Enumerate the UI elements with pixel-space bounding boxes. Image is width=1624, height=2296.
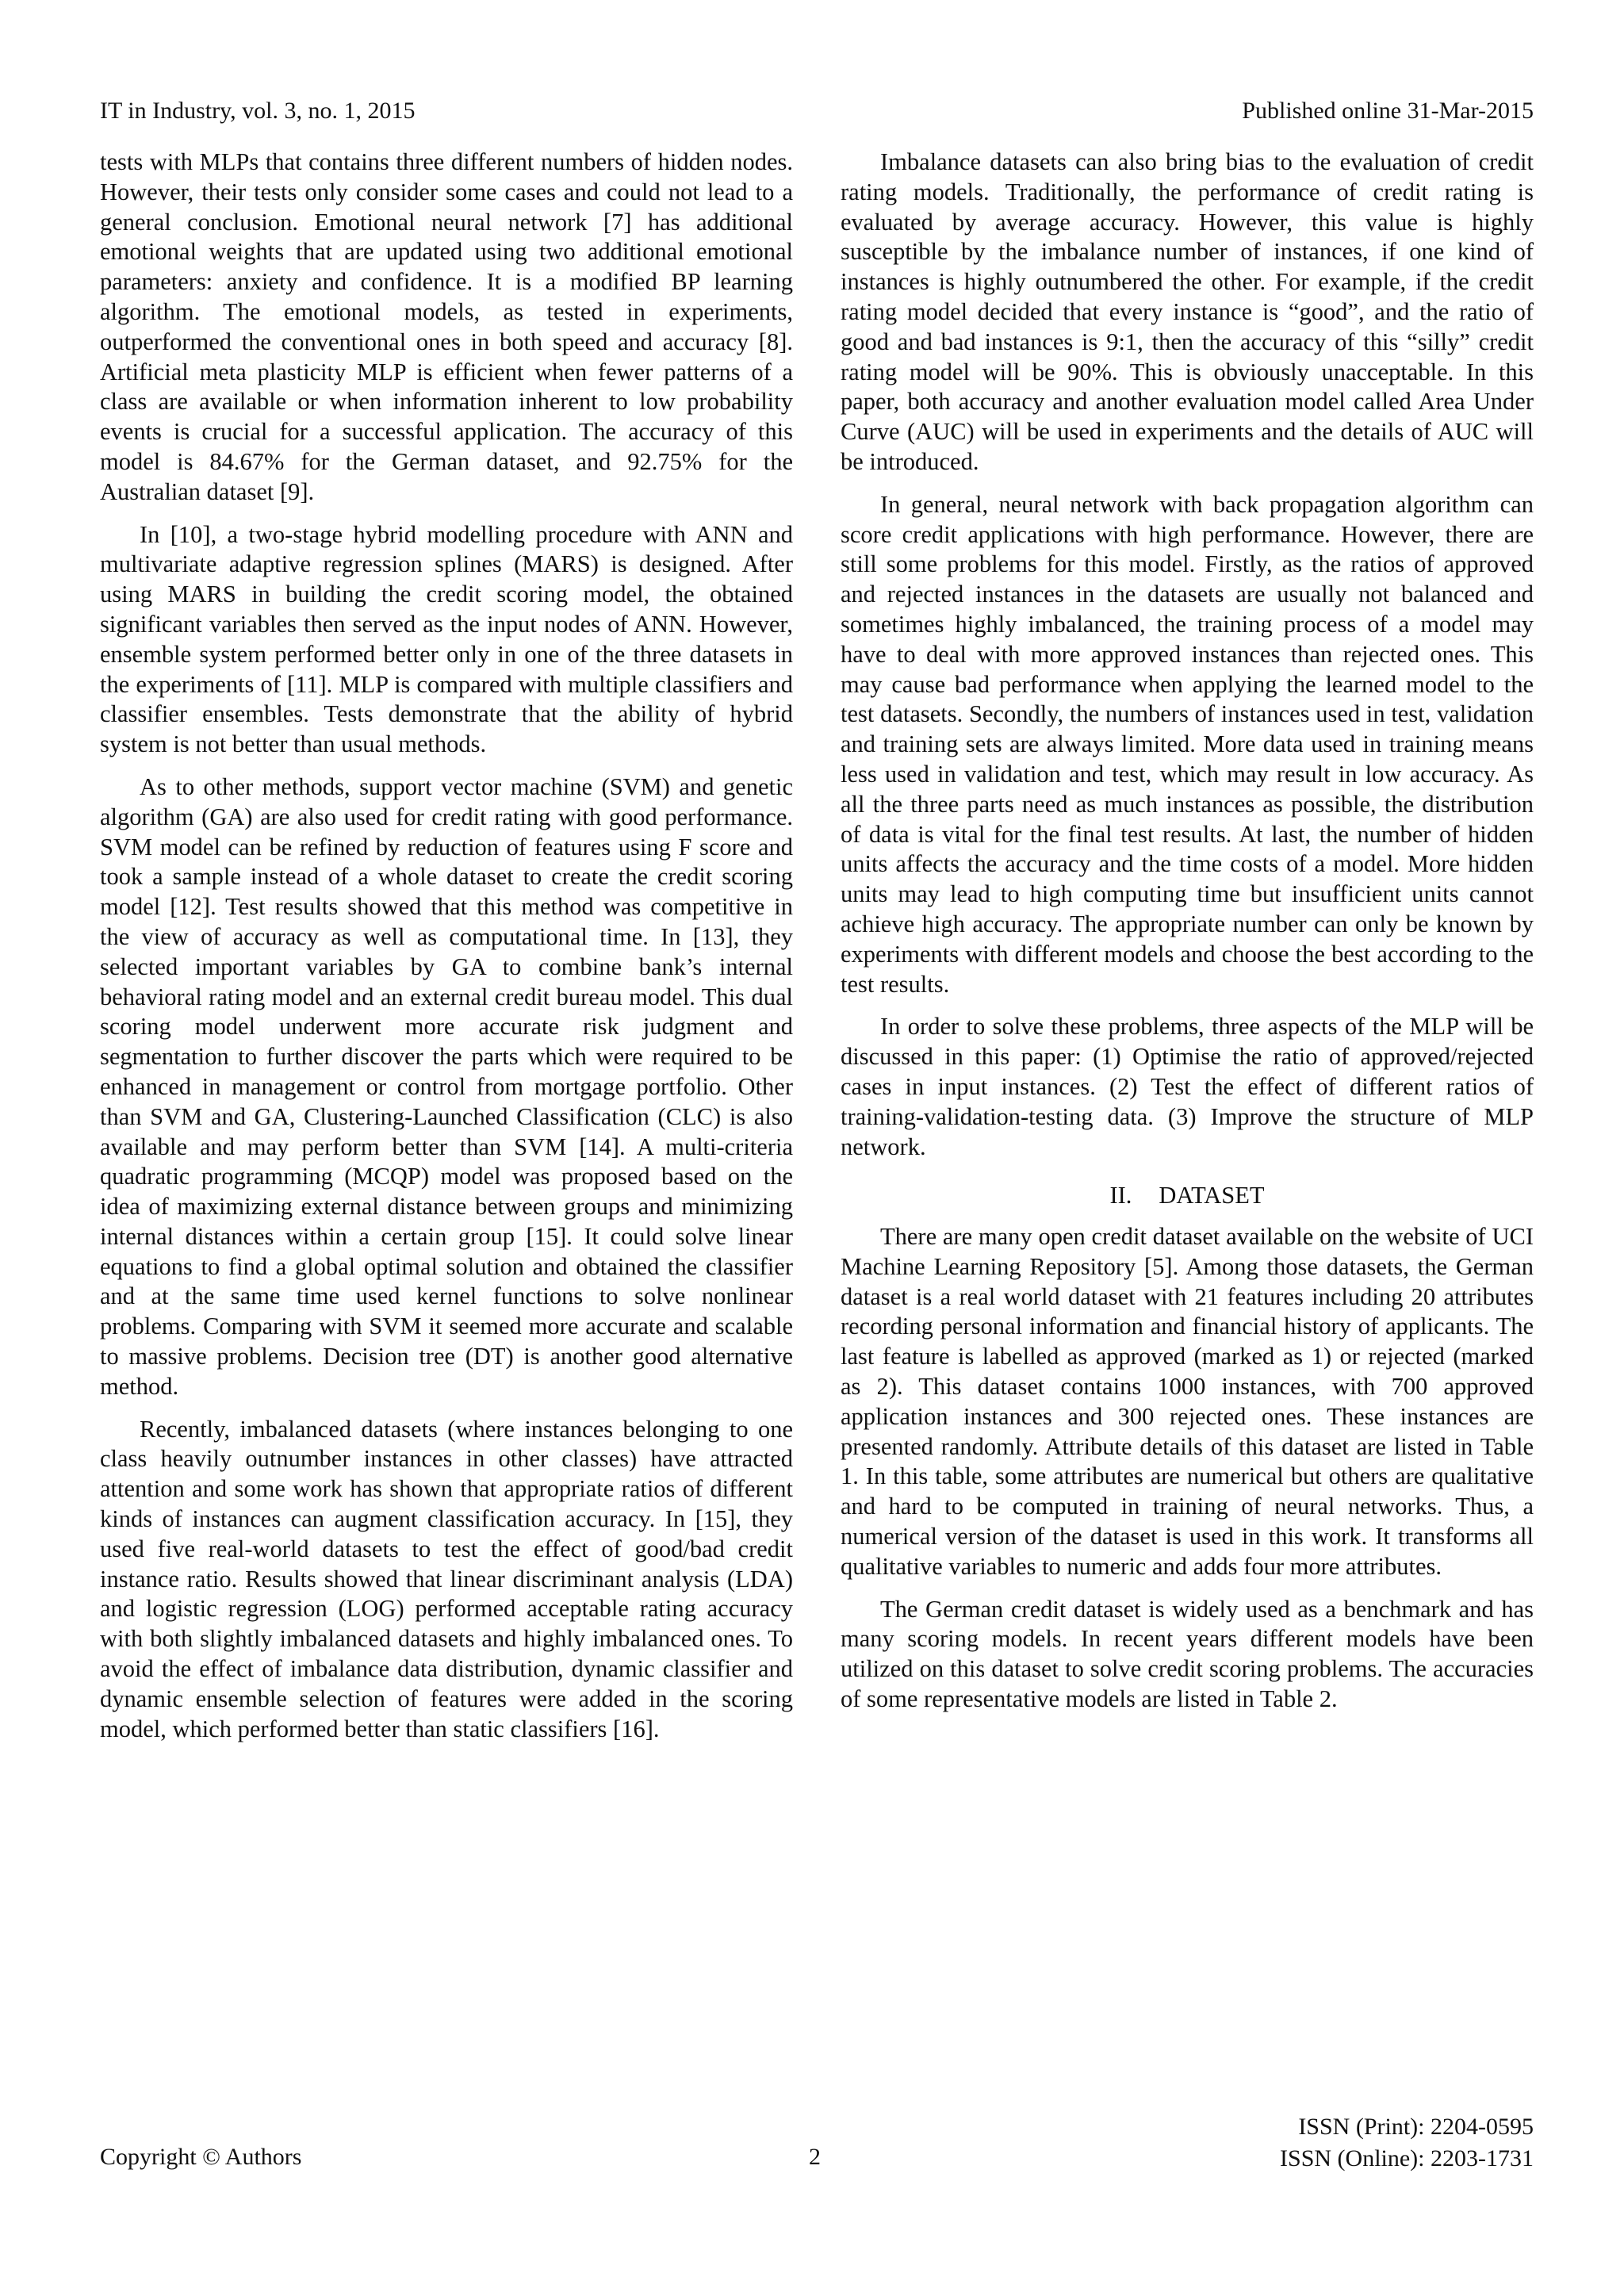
paragraph: tests with MLPs that contains three different numbers of hidden nodes. However, their tests only consider some cases and could not lead to a general conclusion. Emotional neural network [7] has additional emotional weights that are updated using two additional emotional parameters: anxiety and confidence. It is a modified BP learning algorithm. The emotional models, as tested in experiments, outperformed the conventional ones in both speed and accuracy [8]. Artificial meta plasticity MLP is efficient when fewer patterns of a class are available or when information inherent to low probability events is crucial for a successful application. The accuracy of this model is 84.67% for the German dataset, and 92.75% for the Australian dataset [9]. — [100, 148, 793, 505]
section-number: II. — [1109, 1182, 1132, 1209]
paragraph: In general, neural network with back propagation algorithm can score credit applications with high performance. However, there are still some problems for this model. Firstly, as the ratios of approved and rejected instances in the datasets are usually not balanced and sometimes highly imbalanced, the training process of a model may have to deal with more approved instances than rejected ones. This may cause bad performance when applying the learned model to the test datasets. Secondly, the numbers of instances used in test, validation and training sets are always limited. More data used in training means less used in validation and test, which may result in low accuracy. As all the three parts need as much instances as possible, the distribution of data is vital for the final test results. At last, the number of hidden units affects the accuracy and the time costs of a model. More hidden units may lead to high computing time but insufficient units cannot achieve high accuracy. The appropriate number can only be known by experiments with different models and choose the best according to the test results. — [841, 490, 1534, 998]
paragraph: As to other methods, support vector machine (SVM) and genetic algorithm (GA) are also used for credit rating with good performance. SVM model can be refined by reduction of features using F score and took a sample instead of a whole dataset to create the credit scoring model [12]. Test results showed that this method was competitive in the view of accuracy as well as computational time. In [13], they selected important variables by GA to combine bank’s internal behavioral rating model and an external credit bureau model. This dual scoring model underwent more accurate risk judgment and segmentation to further discover the parts which were required to be enhanced in management or control from mortgage portfolio. Other than SVM and GA, Clustering-Launched Classification (CLC) is also available and may perform better than SVM [14]. A multi-criteria quadratic programming (MCQP) model was proposed based on the idea of maximizing external distance between groups and minimizing internal distances within a certain group [15]. It could solve linear equations to find a global optimal solution and obtained the classifier and at the same time used kernel functions to solve nonlinear problems. Comparing with SVM it seemed more accurate and scalable to massive problems. Decision tree (DT) is another good alternative method. — [100, 772, 793, 1400]
footer-copyright: Copyright © Authors — [100, 2144, 302, 2170]
running-header-published-date: Published online 31-Mar-2015 — [1242, 98, 1534, 124]
paragraph: Recently, imbalanced datasets (where instances belonging to one class heavily outnumber instances in other classes) have attracted attention and some work has shown that appropriate ratios of different kinds of instances can augment classification accuracy. In [15], they used five real-world datasets to test the effect of good/bad credit instance ratio. Results showed that linear discriminant analysis (LDA) and logistic regression (LOG) performed acceptable rating accuracy with both slightly imbalanced datasets and highly imbalanced ones. To avoid the effect of imbalance data distribution, dynamic classifier and dynamic ensemble selection of features were added in the scoring model, which performed better than static classifiers [16]. — [100, 1415, 793, 1742]
issn-print: ISSN (Print): 2204-0595 — [1298, 2114, 1534, 2140]
footer-issn — [1280, 2111, 1534, 2175]
running-header-journal: IT in Industry, vol. 3, no. 1, 2015 — [100, 98, 416, 124]
paragraph: Imbalance datasets can also bring bias to the evaluation of credit rating models. Traditionally, the performance of credit rating is evaluated by average accuracy. However, this value is highly susceptible by the imbalance number of instances, if one kind of instances is highly outnumbered the other. For example, if the credit rating model decided that every instance is “good”, and the ratio of good and bad instances is 9:1, then the accuracy of this “silly” credit rating model will be 90%. This is obviously unacceptable. In this paper, both accuracy and another evaluation model called Area Under Curve (AUC) will be used in experiments and the details of AUC will be introduced. — [841, 148, 1534, 475]
paragraph: There are many open credit dataset available on the website of UCI Machine Learning Repository [5]. Among those datasets, the German dataset is a real world dataset with 21 features including 20 attributes recording personal information and financial history of applicants. The last feature is labelled as approved (marked as 1) or rejected (marked as 2). This dataset contains 1000 instances, with 700 approved application instances and 300 rejected ones. These instances are presented randomly. Attribute details of this dataset are listed in Table 1. In this table, some attributes are numerical but others are qualitative and hard to be computed in training of neural networks. Thus, a numerical version of the dataset is used in this work. It transforms all qualitative variables to numeric and adds four more attributes. — [841, 1223, 1534, 1580]
page-number: 2 — [809, 2144, 821, 2170]
section-title: DATASET — [1159, 1182, 1265, 1209]
left-column — [100, 148, 793, 1757]
issn-online: ISSN (Online): 2203-1731 — [1280, 2145, 1534, 2171]
paragraph: In order to solve these problems, three aspects of the MLP will be discussed in this paper: (1) Optimise the ratio of approved/rejected cases in input instances. (2) Test the effect of different ratios of training-validation-testing data. (3) Improve the structure of MLP network. — [841, 1013, 1534, 1160]
section-heading — [841, 1181, 1534, 1211]
paragraph: The German credit dataset is widely used as a benchmark and has many scoring models. In recent years different models have been utilized on this dataset to solve credit scoring problems. The accuracies of some representative models are listed in Table 2. — [841, 1595, 1534, 1713]
paragraph: In [10], a two-stage hybrid modelling procedure with ANN and multivariate adaptive regression splines (MARS) is designed. After using MARS in building the credit scoring model, the obtained significant variables then served as the input nodes of ANN. However, ensemble system performed better only in one of the three datasets in the experiments of [11]. MLP is compared with multiple classifiers and classifier ensembles. Tests demonstrate that the ability of hybrid system is not better than usual methods. — [100, 520, 793, 758]
right-column — [841, 148, 1534, 1727]
